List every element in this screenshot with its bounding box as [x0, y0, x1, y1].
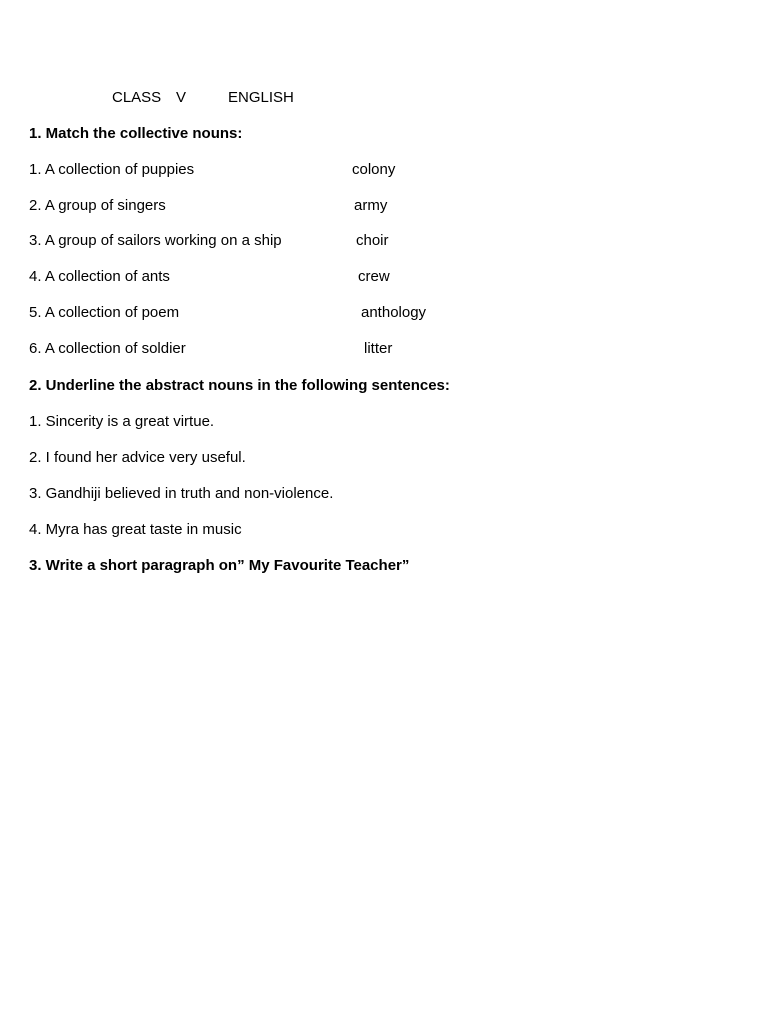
sentence-item: 2. I found her advice very useful. [29, 449, 246, 466]
match-item-answer: crew [358, 268, 390, 285]
class-label: CLASS [112, 89, 162, 106]
class-value: V [176, 89, 187, 106]
match-item-prompt: 5. A collection of poem [29, 304, 180, 321]
match-item-prompt: 2. A group of singers [29, 197, 166, 214]
match-item-prompt: 6. A collection of soldier [29, 340, 186, 357]
sentence-item: 4. Myra has great taste in music [29, 521, 242, 538]
subject-label: ENGLISH [228, 89, 294, 106]
sentence-item: 1. Sincerity is a great virtue. [29, 413, 215, 430]
match-item-answer: colony [352, 161, 396, 178]
section2-title: 2. Underline the abstract nouns in the following sentences: [29, 377, 450, 394]
match-item-answer: anthology [361, 304, 427, 321]
match-item-answer: choir [356, 232, 389, 249]
match-item-answer: litter [364, 340, 393, 357]
match-item-prompt: 4. A collection of ants [29, 268, 170, 285]
section3-title: 3. Write a short paragraph on” My Favourite Teacher” [29, 557, 410, 574]
match-item-prompt: 1. A collection of puppies [29, 161, 195, 178]
match-item-prompt: 3. A group of sailors working on a ship [29, 232, 282, 249]
section1-title: 1. Match the collective nouns: [29, 125, 243, 142]
match-item-answer: army [354, 197, 388, 214]
sentence-item: 3. Gandhiji believed in truth and non-violence. [29, 485, 334, 502]
